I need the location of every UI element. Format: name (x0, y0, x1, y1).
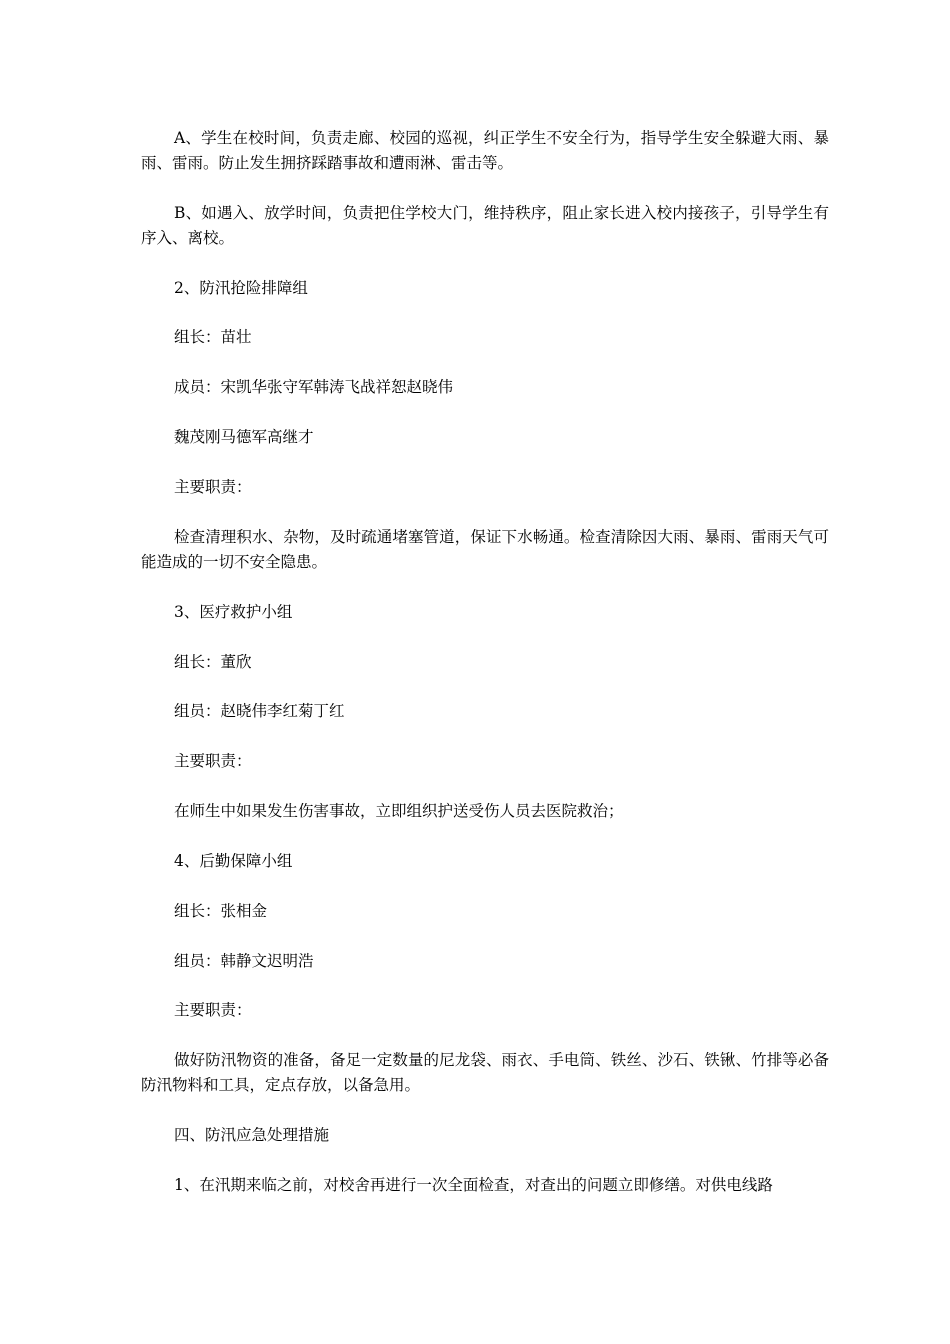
heading-flood-rescue-group: 2、防汛抢险排障组 (174, 279, 308, 297)
paragraph-main-duties-label: 主要职责： (174, 478, 252, 496)
paragraph-rescue-duties: 检查清理积水、杂物，及时疏通堵塞管道，保证下水畅通。检查清除因大雨、暴雨、雷雨天气可能造成的一切不安全隐患。 (141, 528, 829, 571)
paragraph-medical-leader: 组长：董欣 (174, 653, 252, 671)
paragraph-group-members: 成员：宋凯华张守军韩涛飞战祥恕赵晓伟 (174, 378, 454, 396)
paragraph-logistics-duties: 做好防汛物资的准备，备足一定数量的尼龙袋、雨衣、手电筒、铁丝、沙石、铁锹、竹排等必备防汛物料和工具，定点存放，以备急用。 (141, 1051, 829, 1094)
paragraph-duty-b: B、如遇入、放学时间，负责把住学校大门，维持秩序，阻止家长进入校内接孩子，引导学生有序入、离校。 (141, 204, 829, 247)
heading-emergency-measures: 四、防汛应急处理措施 (174, 1126, 330, 1144)
paragraph-group-leader: 组长：苗壮 (174, 328, 252, 346)
heading-medical-group: 3、医疗救护小组 (174, 603, 293, 621)
paragraph-group-members-continued: 魏茂刚马德军高继才 (174, 428, 314, 446)
paragraph-medical-members: 组员：赵晓伟李红菊丁红 (174, 702, 345, 720)
paragraph-measure-1: 1、在汛期来临之前，对校舍再进行一次全面检查，对查出的问题立即修缮。对供电线路 (174, 1176, 773, 1194)
paragraph-duty-a: A、学生在校时间，负责走廊、校园的巡视，纠正学生不安全行为，指导学生安全躲避大雨、暴雨、雷雨。防止发生拥挤踩踏事故和遭雨淋、雷击等。 (141, 129, 829, 172)
heading-logistics-group: 4、后勤保障小组 (174, 852, 293, 870)
paragraph-logistics-members: 组员：韩静文迟明浩 (174, 952, 314, 970)
paragraph-main-duties-label: 主要职责： (174, 1001, 252, 1019)
paragraph-medical-duties: 在师生中如果发生伤害事故，立即组织护送受伤人员去医院救治； (174, 802, 624, 820)
paragraph-logistics-leader: 组长：张相金 (174, 902, 268, 920)
paragraph-main-duties-label: 主要职责： (174, 752, 252, 770)
